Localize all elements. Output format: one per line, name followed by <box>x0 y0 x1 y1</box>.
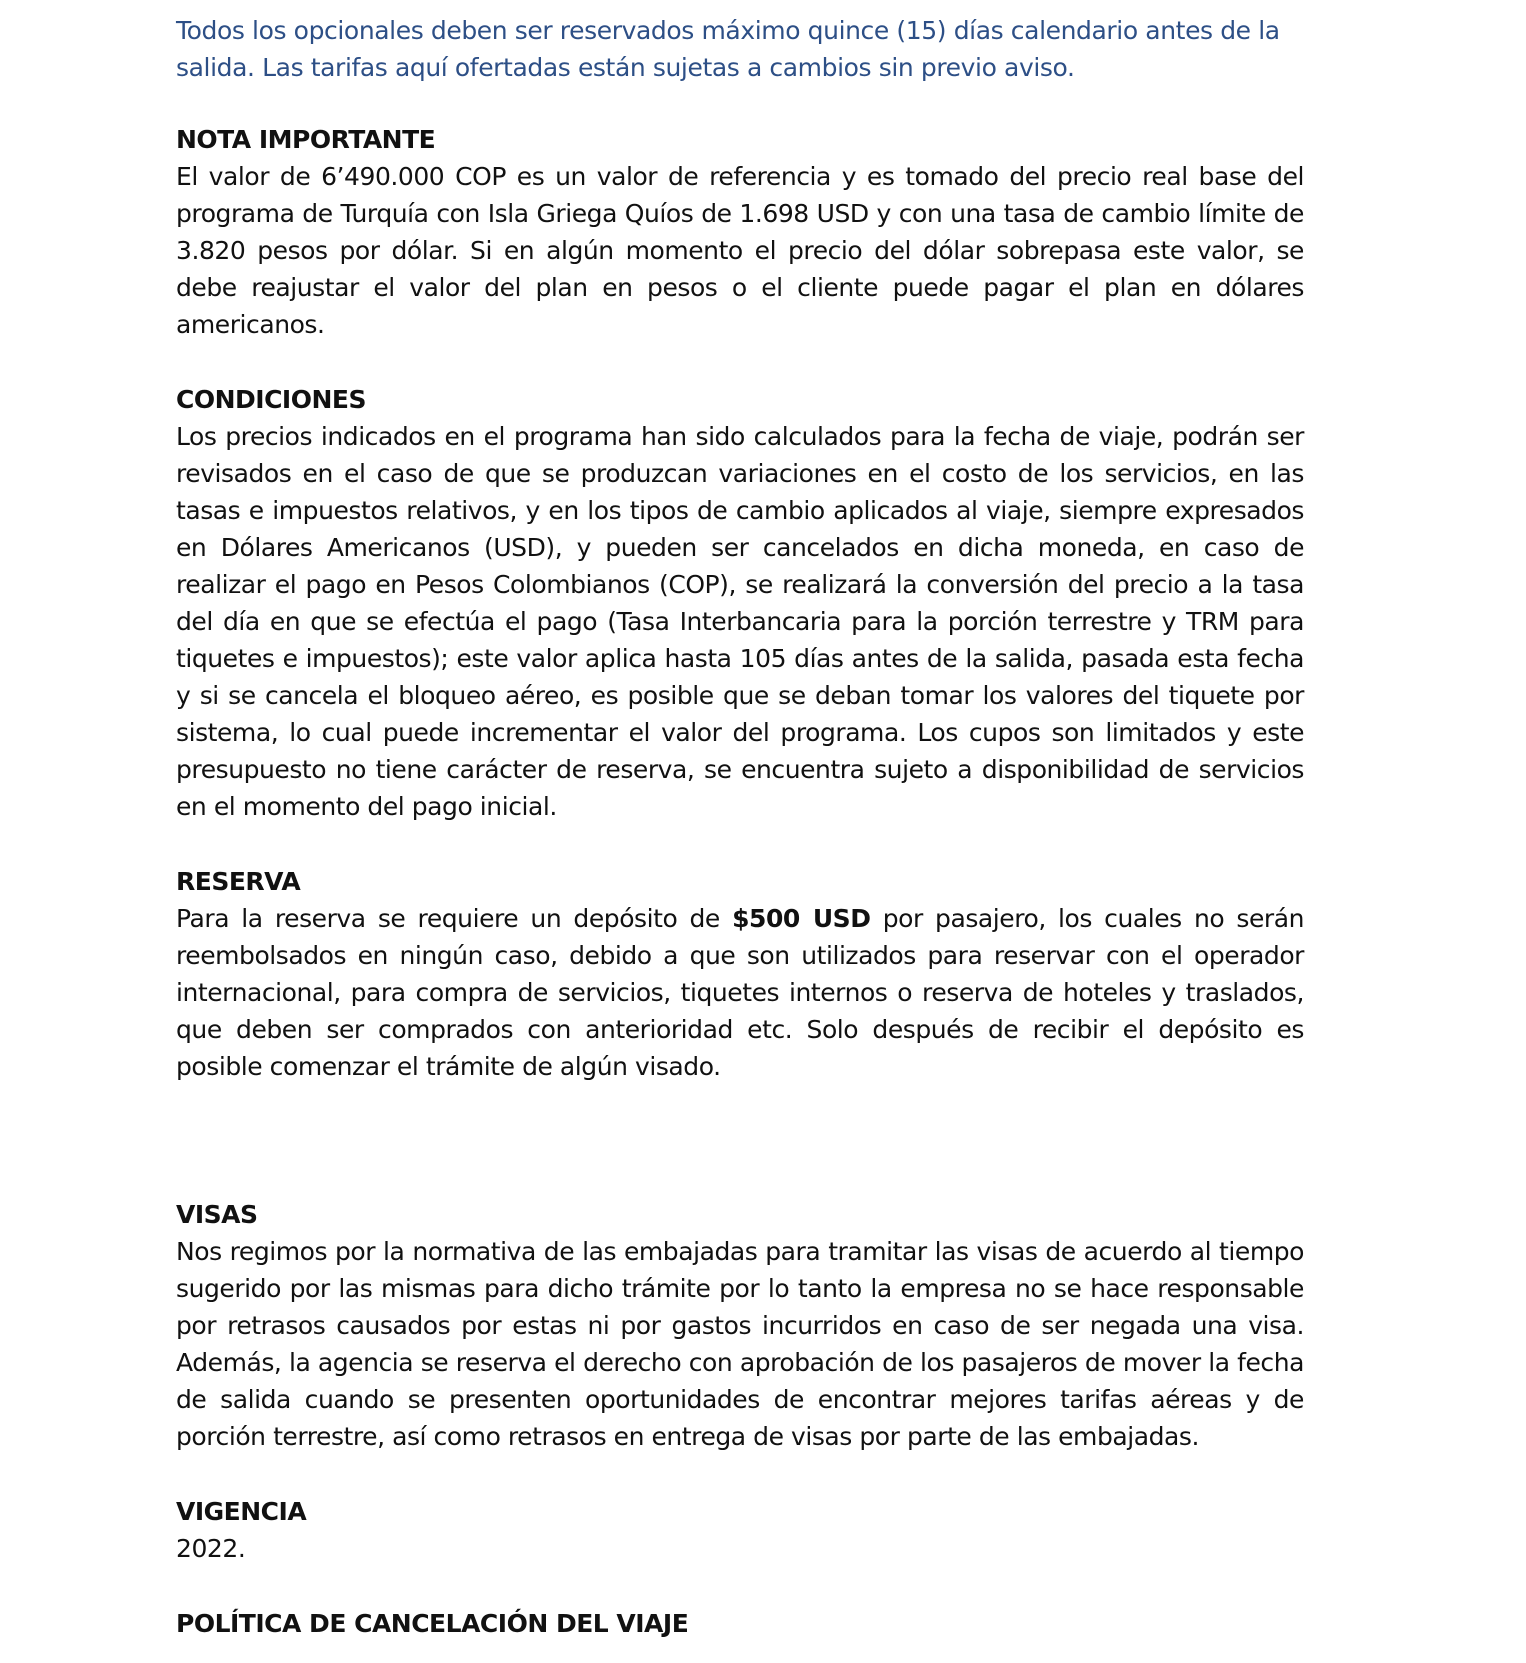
spacer <box>176 343 1304 381</box>
section-reserva <box>176 863 1304 1085</box>
section-heading-nota: NOTA IMPORTANTE <box>176 125 436 154</box>
section-body-reserva <box>176 900 1304 1085</box>
section-heading-visas: VISAS <box>176 1200 258 1229</box>
spacer <box>176 1455 1304 1493</box>
reserva-deposit-amount: $500 USD <box>732 904 871 933</box>
section-body-visas: Nos regimos por la normativa de las embajadas para tramitar las visas de acuerdo al tiempo sugerido por las mismas para dicho trámite por lo tanto la empresa no se hace responsable por retrasos causados por estas ni por gastos incurridos en caso de ser negada una visa. Además, la agencia se reserva el derecho con aprobación de los pasajeros de mover la fecha de salida cuando se presenten oportunidades de encontrar mejores tarifas aéreas y de porción terrestre, así como retrasos en entrega de visas por parte de las embajadas. <box>176 1237 1304 1451</box>
spacer <box>176 1085 1304 1196</box>
reserva-text-before: Para la reserva se requiere un depósito de <box>176 904 733 933</box>
section-nota-importante <box>176 121 1304 343</box>
section-heading-politica: POLÍTICA DE CANCELACIÓN DEL VIAJE <box>176 1609 689 1638</box>
spacer <box>176 825 1304 863</box>
document-page <box>176 12 1304 1642</box>
section-heading-reserva: RESERVA <box>176 867 301 896</box>
spacer <box>176 1567 1304 1605</box>
section-politica-cancelacion <box>176 1605 1304 1642</box>
section-condiciones <box>176 381 1304 825</box>
section-body-vigencia: 2022. <box>176 1534 246 1563</box>
section-body-nota: El valor de 6’490.000 COP es un valor de referencia y es tomado del precio real base del programa de Turquía con Isla Griega Quíos de 1.698 USD y con una tasa de cambio límite de 3.820 pesos por dólar. Si en algún momento el precio del dólar sobrepasa este valor, se debe reajustar el valor del plan en pesos o el cliente puede pagar el plan en dólares americanos. <box>176 162 1304 339</box>
section-visas <box>176 1196 1304 1455</box>
section-vigencia <box>176 1493 1304 1567</box>
section-body-condiciones: Los precios indicados en el programa han sido calculados para la fecha de viaje, podrán ser revisados en el caso de que se produzcan variaciones en el costo de los servicios, en las tasas e impuestos relativos, y en los tipos de cambio aplicados al viaje, siempre expresados en Dólares Americanos (USD), y pueden ser cancelados en dicha moneda, en caso de realizar el pago en Pesos Colombianos (COP), se realizará la conversión del precio a la tasa del día en que se efectúa el pago (Tasa Interbancaria para la porción terrestre y TRM para tiquetes e impuestos); este valor aplica hasta 105 días antes de la salida, pasada esta fecha y si se cancela el bloqueo aéreo, es posible que se deban tomar los valores del tiquete por sistema, lo cual puede incrementar el valor del programa. Los cupos son limitados y este presupuesto no tiene carácter de reserva, se encuentra sujeto a disponibilidad de servicios en el momento del pago inicial. <box>176 422 1304 821</box>
section-heading-vigencia: VIGENCIA <box>176 1497 307 1526</box>
intro-paragraph: Todos los opcionales deben ser reservados máximo quince (15) días calendario antes de la salida. Las tarifas aquí ofertadas están sujetas a cambios sin previo aviso. <box>176 16 1280 82</box>
reserva-text-after: por pasajero, los cuales no serán reembolsados en ningún caso, debido a que son utilizados para reservar con el operador internacional, para compra de servicios, tiquetes internos o reserva de hoteles y traslados, que deben ser comprados con anterioridad etc. Solo después de recibir el depósito es posible comenzar el trámite de algún visado. <box>176 904 1305 1081</box>
section-heading-condiciones: CONDICIONES <box>176 385 366 414</box>
